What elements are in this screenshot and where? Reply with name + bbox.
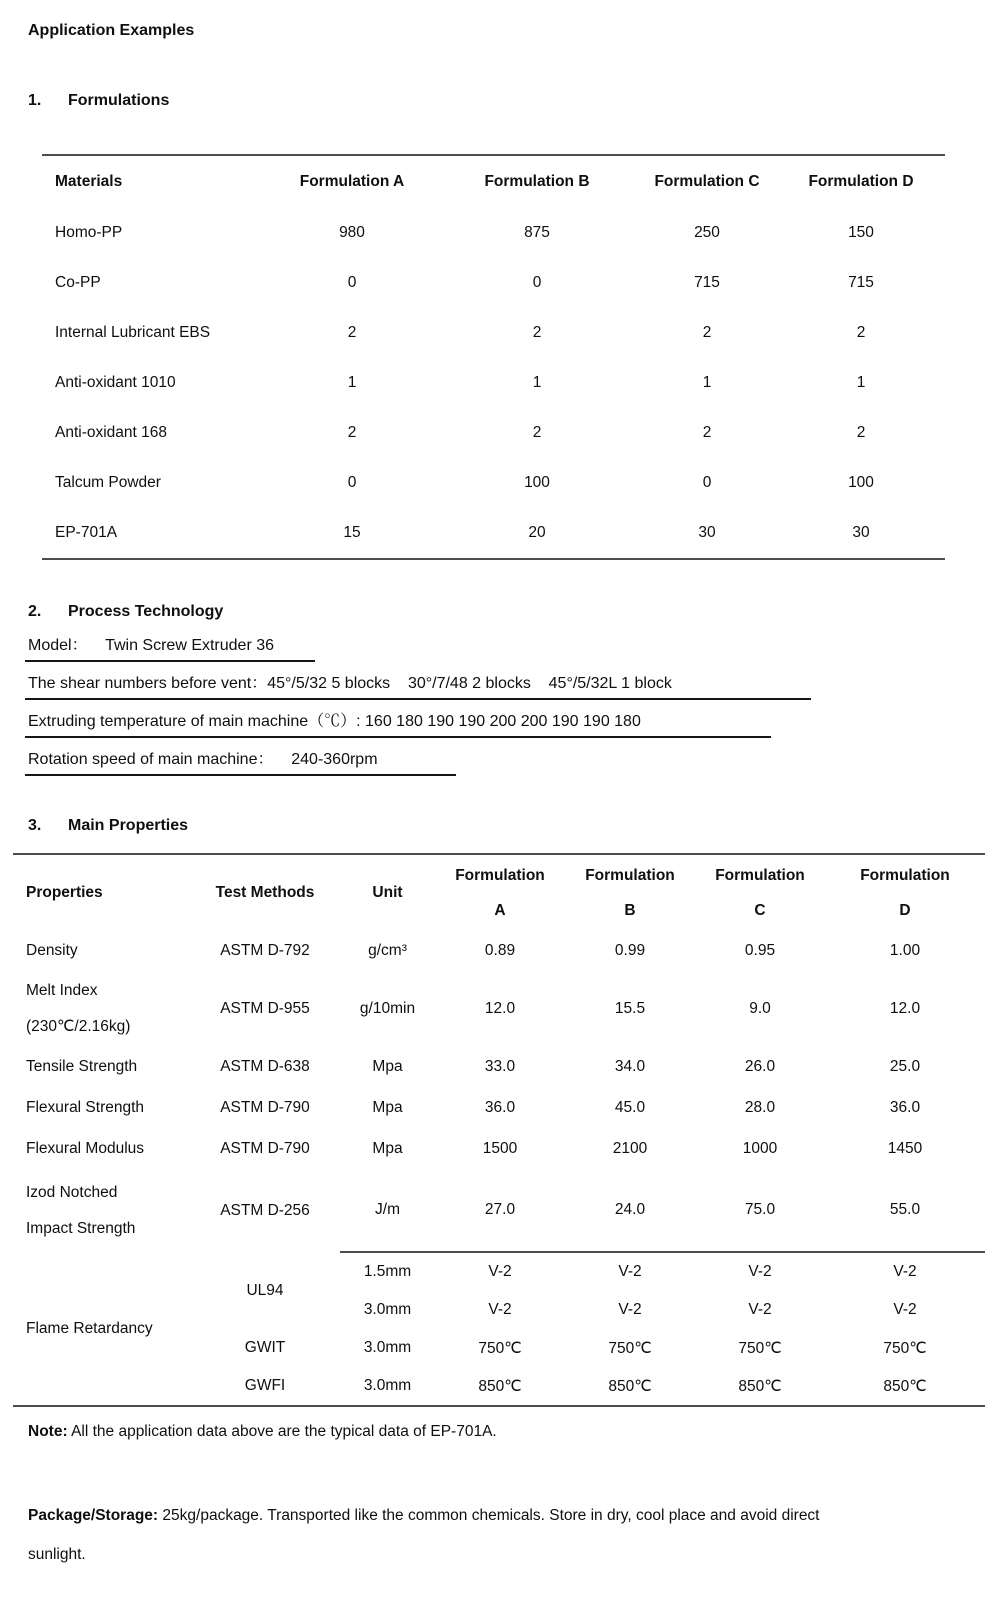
value-cell: 850℃ — [738, 1377, 782, 1395]
package-storage-paragraph — [28, 1496, 993, 1574]
value-cell: 0.89 — [484, 941, 516, 959]
value-cell: 1 — [347, 374, 357, 391]
table-row — [42, 458, 945, 508]
unit-cell: g/cm³ — [368, 941, 407, 959]
value-cell: 75.0 — [744, 1201, 776, 1218]
value-cell: 1.00 — [889, 941, 921, 959]
formulations-table — [42, 154, 945, 560]
properties-header-row — [13, 854, 985, 930]
value-cell: 1 — [856, 374, 866, 391]
value-cell: 2 — [532, 424, 542, 441]
header-formulation-c: Formulation C — [654, 173, 760, 190]
value-cell: 2100 — [612, 1139, 648, 1157]
value-cell: 28.0 — [744, 1098, 776, 1116]
property-row-tensile-strength — [13, 1046, 985, 1087]
property-row-izod-impact — [13, 1169, 985, 1252]
value-cell: 33.0 — [484, 1057, 516, 1075]
value-cell: 36.0 — [484, 1098, 516, 1116]
process-line-model: Model： Twin Screw Extruder 36 — [25, 635, 1000, 662]
value-cell: 850℃ — [883, 1377, 927, 1395]
value-cell: 1450 — [887, 1139, 923, 1157]
value-cell: 100 — [848, 474, 874, 491]
value-cell: 30 — [698, 524, 716, 541]
unit-cell: 3.0mm — [363, 1339, 412, 1356]
unit-cell: g/10min — [359, 999, 416, 1017]
formulations-header-row — [42, 155, 945, 208]
value-cell: 150 — [848, 224, 874, 241]
value-cell: 55.0 — [889, 1201, 921, 1218]
unit-cell: 3.0mm — [363, 1301, 412, 1318]
value-cell: 2 — [702, 324, 712, 341]
value-cell: 45.0 — [614, 1098, 646, 1116]
header-materials: Materials — [55, 173, 123, 190]
package-text-line1: 25kg/package. Transported like the common chemicals. Store in dry, cool place and avoid direct — [162, 1507, 820, 1524]
test-method: ASTM D-955 — [220, 999, 310, 1017]
value-cell: 0 — [702, 474, 712, 491]
test-method: ASTM D-638 — [220, 1057, 310, 1075]
material-name: EP-701A — [55, 524, 118, 541]
value-cell: V-2 — [618, 1301, 642, 1318]
document-title: Application Examples — [28, 22, 195, 39]
value-cell: 2 — [347, 324, 357, 341]
table-row — [42, 208, 945, 258]
value-cell: 20 — [528, 524, 546, 541]
value-cell: 750℃ — [883, 1339, 927, 1357]
section-3-title: Main Properties — [68, 817, 189, 834]
main-properties-table — [13, 853, 985, 1407]
unit-cell: Mpa — [372, 1139, 403, 1157]
unit-cell: Mpa — [372, 1098, 403, 1116]
value-cell: 850℃ — [478, 1377, 522, 1395]
property-row-flexural-modulus — [13, 1128, 985, 1169]
property-name-flame-retardancy: Flame Retardancy — [26, 1319, 153, 1337]
header-formulation-d: Formulation D — [860, 866, 950, 919]
value-cell: 2 — [347, 424, 357, 441]
unit-cell: 3.0mm — [363, 1377, 412, 1394]
test-method-ul94: UL94 — [246, 1281, 284, 1299]
unit-cell: 1.5mm — [340, 1252, 435, 1291]
property-name: Flexural Strength — [26, 1098, 145, 1116]
value-cell: 0 — [347, 474, 357, 491]
value-cell: 2 — [702, 424, 712, 441]
property-name: Density — [26, 941, 78, 959]
header-formulation-a: Formulation A — [455, 866, 545, 919]
header-test-methods: Test Methods — [215, 883, 315, 901]
value-cell: 1500 — [482, 1139, 518, 1157]
header-formulation-a: Formulation A — [299, 173, 405, 190]
value-cell: 34.0 — [614, 1057, 646, 1075]
value-cell: 0.99 — [614, 941, 646, 959]
test-method-gwfi: GWFI — [244, 1377, 286, 1394]
value-cell: V-2 — [488, 1301, 512, 1318]
value-cell: V-2 — [893, 1301, 917, 1318]
value-cell: 750℃ — [608, 1339, 652, 1357]
test-method: ASTM D-790 — [220, 1139, 310, 1157]
test-method: ASTM D-256 — [220, 1201, 310, 1219]
unit-cell: Mpa — [372, 1057, 403, 1075]
flame-row-ul94-1-5mm — [13, 1252, 985, 1291]
process-line-temperature: Extruding temperature of main machine（℃）: 160 180 190 190 200 200 190 190 180 — [25, 711, 1000, 738]
table-row — [42, 358, 945, 408]
value-cell: 15.5 — [614, 999, 646, 1017]
value-cell: 36.0 — [889, 1098, 921, 1116]
process-technology-lines — [25, 635, 1000, 776]
value-cell: 26.0 — [744, 1057, 776, 1075]
material-name: Homo-PP — [55, 224, 123, 241]
value-cell: 850℃ — [608, 1377, 652, 1395]
section-3-heading — [28, 817, 1000, 835]
property-name: Tensile Strength — [26, 1057, 138, 1075]
table-row — [42, 408, 945, 458]
process-line-shear: The shear numbers before vent：45°/5/32 5 blocks 30°/7/48 2 blocks 45°/5/32L 1 block — [25, 673, 1000, 700]
value-cell: 875 — [524, 224, 550, 241]
process-line-rotation: Rotation speed of main machine： 240-360rpm — [25, 749, 1000, 776]
package-text-line2: sunlight. — [28, 1546, 86, 1563]
header-formulation-b: Formulation B — [585, 866, 675, 919]
value-cell: 24.0 — [614, 1201, 646, 1218]
value-cell: 2 — [856, 324, 866, 341]
header-formulation-b: Formulation B — [484, 173, 590, 190]
section-1-heading — [28, 92, 1000, 110]
value-cell: V-2 — [825, 1252, 985, 1291]
note-text: All the application data above are the typical data of EP-701A. — [71, 1423, 497, 1440]
value-cell: 27.0 — [484, 1201, 516, 1218]
note-paragraph — [28, 1423, 1000, 1441]
value-cell: 15 — [343, 524, 361, 541]
value-cell: V-2 — [748, 1301, 772, 1318]
value-cell: 25.0 — [889, 1057, 921, 1075]
section-2-number: 2. — [28, 603, 42, 620]
table-row — [42, 308, 945, 358]
property-name: Melt Index (230℃/2.16kg) — [26, 981, 131, 1035]
value-cell: 750℃ — [738, 1339, 782, 1357]
header-formulation-c: Formulation C — [715, 866, 805, 919]
value-cell: 0 — [347, 274, 357, 291]
material-name: Talcum Powder — [55, 474, 161, 491]
value-cell: 980 — [339, 224, 365, 241]
value-cell: 12.0 — [889, 999, 921, 1017]
material-name: Internal Lubricant EBS — [55, 324, 211, 341]
value-cell: 9.0 — [749, 999, 771, 1017]
value-cell: 30 — [852, 524, 870, 541]
value-cell: V-2 — [565, 1252, 695, 1291]
value-cell: 1 — [702, 374, 712, 391]
property-row-density — [13, 930, 985, 971]
value-cell: 0 — [532, 274, 542, 291]
property-name: Flexural Modulus — [26, 1139, 145, 1157]
value-cell: 12.0 — [484, 999, 516, 1017]
property-row-flexural-strength — [13, 1087, 985, 1128]
section-2-title: Process Technology — [68, 603, 224, 620]
table-row — [42, 508, 945, 559]
value-cell: 2 — [532, 324, 542, 341]
value-cell: V-2 — [695, 1252, 825, 1291]
material-name: Co-PP — [55, 274, 101, 291]
value-cell: V-2 — [435, 1252, 565, 1291]
value-cell: 1 — [532, 374, 542, 391]
unit-cell: J/m — [375, 1201, 400, 1218]
test-method-gwit: GWIT — [244, 1339, 286, 1356]
test-method: ASTM D-790 — [220, 1098, 310, 1116]
section-1-number: 1. — [28, 92, 42, 109]
material-name: Anti-oxidant 168 — [55, 424, 168, 441]
property-name: Izod Notched Impact Strength — [26, 1183, 136, 1237]
material-name: Anti-oxidant 1010 — [55, 374, 176, 391]
table-row — [42, 258, 945, 308]
value-cell: 715 — [848, 274, 874, 291]
section-3-number: 3. — [28, 817, 42, 834]
section-2-heading — [28, 603, 1000, 621]
value-cell: 750℃ — [478, 1339, 522, 1357]
header-properties: Properties — [26, 883, 103, 901]
package-label: Package/Storage: — [28, 1507, 159, 1524]
value-cell: 1000 — [742, 1139, 778, 1157]
note-label: Note: — [28, 1423, 68, 1440]
value-cell: 715 — [694, 274, 720, 291]
header-unit: Unit — [372, 883, 403, 901]
value-cell: 100 — [524, 474, 550, 491]
value-cell: 2 — [856, 424, 866, 441]
value-cell: 0.95 — [744, 941, 776, 959]
section-1-title: Formulations — [68, 92, 170, 109]
value-cell: 250 — [694, 224, 720, 241]
property-row-melt-index — [13, 971, 985, 1046]
test-method: ASTM D-792 — [220, 941, 310, 959]
header-formulation-d: Formulation D — [808, 173, 914, 190]
